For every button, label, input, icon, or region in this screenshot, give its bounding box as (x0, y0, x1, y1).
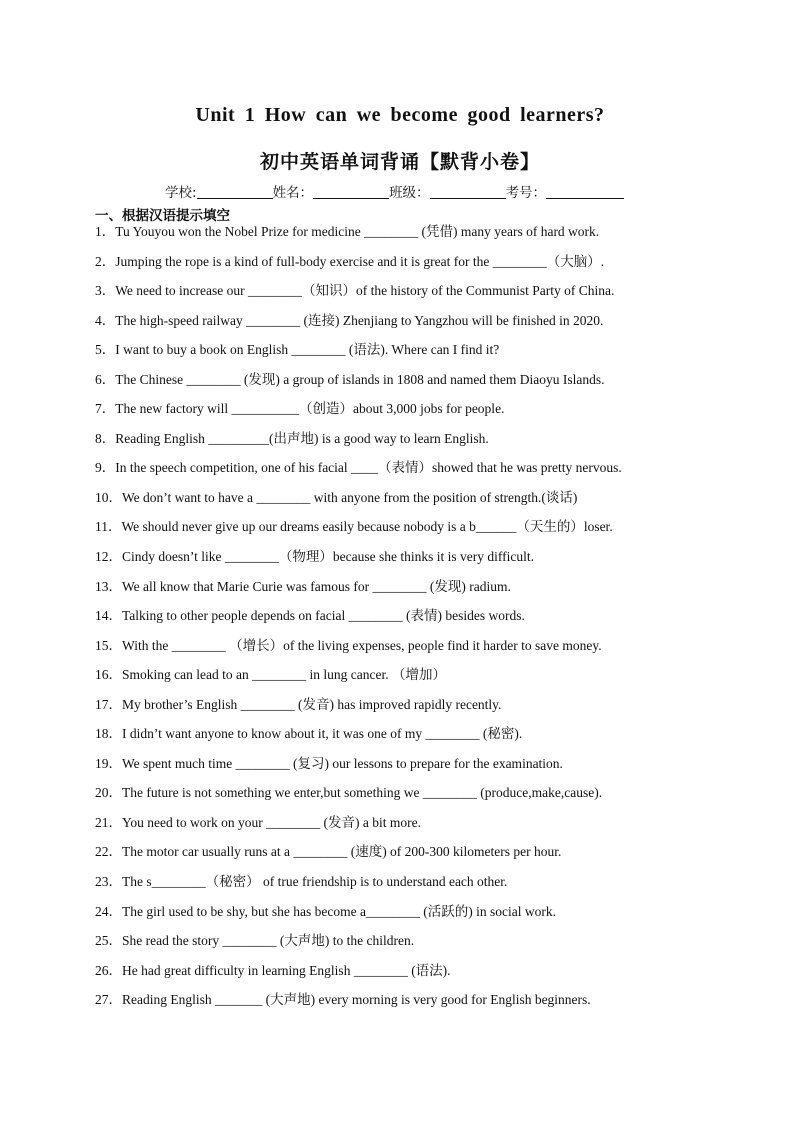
question-item (95, 252, 715, 282)
question-text: My brother’s English ________ (发音) has improved rapidly recently. (122, 696, 502, 712)
question-text: The Chinese ________ (发现) a group of islands in 1808 and named them Diaoyu Islands. (115, 371, 605, 387)
question-item (95, 636, 715, 666)
question-number: 6． (95, 371, 116, 387)
question-text: Reading English _______ (大声地) every morning is very good for English beginners. (122, 992, 591, 1008)
question-text: Tu Youyou won the Nobel Prize for medicine ________ (凭借) many years of hard work. (115, 224, 600, 239)
question-number: 25． (95, 933, 122, 949)
section-heading: 一、根据汉语提示填空 (95, 208, 230, 224)
question-item (95, 370, 715, 400)
question-number: 23． (95, 874, 122, 890)
question-item (95, 577, 715, 607)
question-number: 5． (95, 342, 116, 358)
question-text: The s________（秘密） of true friendship is to understand each other. (122, 874, 508, 890)
school-label: 学校: (165, 185, 197, 201)
question-text: Jumping the rope is a kind of full-body exercise and it is great for the ________（大脑）. (115, 253, 605, 269)
question-number: 13． (95, 578, 122, 594)
question-item (95, 458, 715, 488)
question-item (95, 931, 715, 961)
question-item (95, 990, 715, 1020)
question-number: 4． (95, 312, 116, 328)
question-text: Smoking can lead to an ________ in lung cancer. （增加） (122, 667, 446, 683)
question-item (95, 872, 715, 902)
question-item (95, 961, 715, 991)
exam-number-label: 考号： (505, 185, 547, 201)
question-text: We need to increase our ________（知识）of the history of the Communist Party of China. (115, 283, 615, 299)
question-item (95, 547, 715, 577)
name-label: 姓名： (272, 185, 314, 201)
question-item (95, 606, 715, 636)
question-number: 24． (95, 903, 122, 919)
question-item (95, 399, 715, 429)
page-title-english: Unit 1 How can we become good learners? (195, 104, 605, 126)
question-number: 21． (95, 814, 122, 830)
question-text: The high-speed railway ________ (连接) Zhenjiang to Yangzhou will be finished in 2020. (115, 312, 604, 328)
question-number: 20． (95, 785, 122, 801)
question-number: 19． (95, 755, 122, 771)
question-item (95, 488, 715, 518)
question-number: 11． (95, 519, 122, 535)
question-item (95, 517, 715, 547)
question-text: I didn’t want anyone to know about it, it was one of my ________ (秘密). (122, 726, 523, 742)
question-number: 12． (95, 549, 122, 565)
question-text: You need to work on your ________ (发音) a bit more. (122, 814, 421, 830)
question-text: We spent much time ________ (复习) our lessons to prepare for the examination. (122, 755, 563, 771)
question-item (95, 665, 715, 695)
question-number: 14． (95, 608, 122, 624)
page-title-chinese: 初中英语单词背诵【默背小卷】 (259, 151, 540, 173)
question-text: The girl used to be shy, but she has become a________ (活跃的) in social work. (122, 903, 557, 919)
question-item (95, 754, 715, 784)
question-item (95, 340, 715, 370)
student-info-line (165, 181, 624, 201)
question-text: With the ________ （增长）of the living expenses, people find it harder to save money. (122, 637, 602, 653)
question-text: Reading English _________(出声地) is a good way to learn English. (115, 430, 489, 446)
question-text: The motor car usually runs at a ________ (速度) of 200-300 kilometers per hour. (122, 844, 562, 860)
question-number: 17． (95, 696, 122, 712)
question-number: 3． (95, 283, 116, 299)
question-number: 8． (95, 430, 116, 446)
question-item (95, 724, 715, 754)
question-number: 16． (95, 667, 122, 683)
question-list (95, 222, 715, 1020)
question-number: 10． (95, 489, 122, 505)
question-item (95, 783, 715, 813)
question-item (95, 695, 715, 725)
name-field[interactable] (313, 184, 389, 199)
class-label: 班级： (389, 185, 430, 201)
question-text: He had great difficulty in learning English ________ (语法). (122, 962, 451, 978)
question-number: 18． (95, 726, 122, 742)
question-item (95, 281, 715, 311)
question-text: Talking to other people depends on facial ________ (表情) besides words. (122, 608, 525, 624)
question-number: 2． (95, 253, 116, 269)
question-number: 22． (95, 844, 122, 860)
question-number: 7． (95, 401, 116, 417)
question-text: Cindy doesn’t like ________（物理）because she thinks it is very difficult. (122, 549, 534, 565)
question-text: In the speech competition, one of his facial ____（表情）showed that he was pretty nervous. (115, 460, 622, 476)
question-number: 27． (95, 992, 122, 1008)
question-item (95, 842, 715, 872)
question-number: 9． (95, 460, 116, 476)
question-text: We all know that Marie Curie was famous for ________ (发现) radium. (122, 578, 511, 594)
exam-number-field[interactable] (546, 184, 624, 199)
question-text: We don’t want to have a ________ with anyone from the position of strength.(谈话) (122, 489, 578, 505)
question-text: The new factory will __________（创造）about 3,000 jobs for people. (115, 401, 505, 417)
question-number: 26． (95, 962, 122, 978)
question-item (95, 813, 715, 843)
question-number: 1． (95, 224, 116, 239)
question-text: She read the story ________ (大声地) to the children. (122, 933, 415, 949)
question-text: I want to buy a book on English ________ (语法). Where can I find it? (115, 342, 500, 358)
question-number: 15． (95, 637, 122, 653)
question-item (95, 222, 715, 252)
question-item (95, 311, 715, 341)
question-item (95, 429, 715, 459)
question-text: We should never give up our dreams easily because nobody is a b______（天生的）loser. (121, 519, 613, 535)
school-field[interactable] (197, 184, 273, 199)
question-item (95, 902, 715, 932)
question-text: The future is not something we enter,but something we ________ (produce,make,cause). (122, 785, 603, 801)
class-field[interactable] (430, 184, 506, 199)
